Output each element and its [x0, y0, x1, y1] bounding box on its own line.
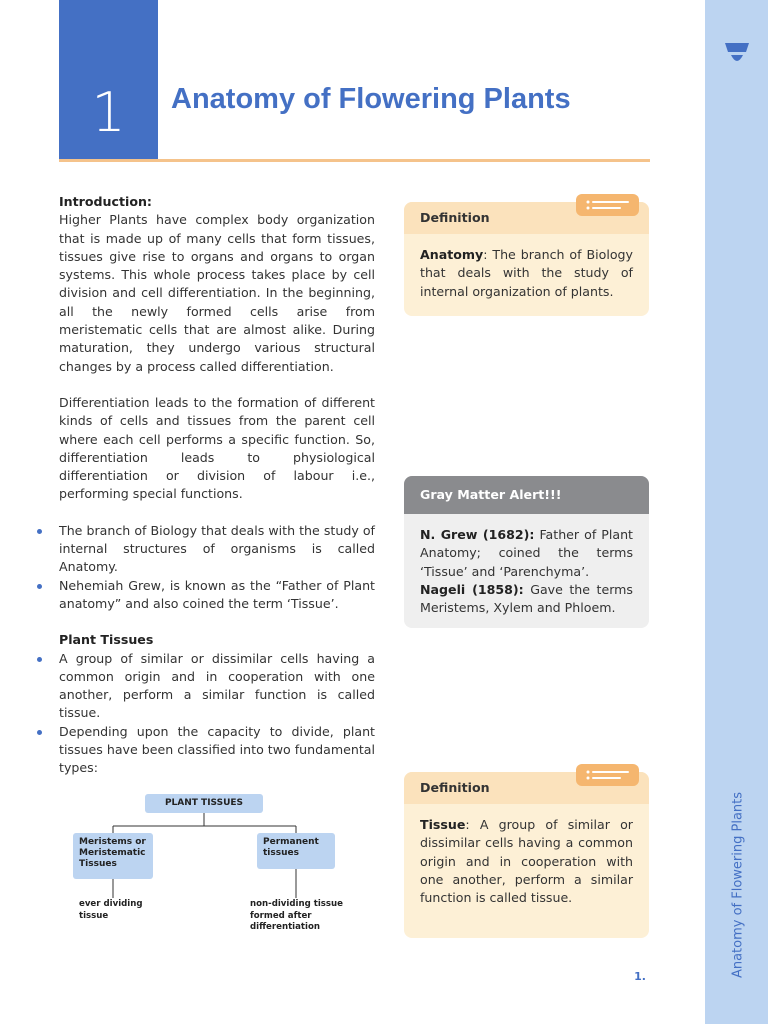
list-item: Nehemiah Grew, is known as the “Father of Plant anatomy” and also coined the term ‘Tissue’. [59, 577, 375, 614]
definition-text: : The branch of Biology that deals with the study of internal organization of plants. [420, 247, 633, 299]
gray-matter-text: Gave the terms Meristems, Xylem and Phloem. [420, 581, 633, 616]
diagram-permanent-leaf: non-dividing tissue formed after differentiation [250, 899, 343, 932]
gray-matter-item [420, 526, 633, 581]
gray-matter-term: N. Grew (1682): [420, 527, 535, 542]
definition-tag-icon [576, 764, 639, 786]
gray-matter-header: Gray Matter Alert!!! [404, 476, 649, 514]
intro-heading: Introduction: [59, 194, 152, 209]
intro-paragraph-2: Differentiation leads to the formation of different kinds of cells and tissues from the parent cell where each cell performs a specific function. So, differentiation leads to physiological differentiation or division of labour i.e., performing special functions. [59, 394, 375, 502]
title-divider [59, 159, 650, 162]
gray-matter-alert-card [404, 476, 649, 628]
list-item: The branch of Biology that deals with the study of internal structures of organisms is called Anatomy. [59, 522, 375, 577]
plant-tissues-heading: Plant Tissues [59, 632, 154, 648]
definition-card-body [404, 804, 649, 921]
diagram-meristem-leaf: ever dividing tissue [79, 899, 143, 921]
definition-term: Anatomy [420, 247, 484, 262]
list-item: Depending upon the capacity to divide, plant tissues have been classified into two fundamental types: [59, 723, 375, 778]
plant-tissues-bullet-list [59, 650, 375, 778]
unacademy-logo-icon [724, 40, 750, 66]
list-item: A group of similar or dissimilar cells having a common origin and in cooperation with one another, perform a similar function is called tissue. [59, 650, 375, 723]
chapter-number-box [59, 0, 158, 160]
definition-text: : A group of similar or dissimilar cells having a common origin and in cooperation with one another, perform a similar function is called tissue. [420, 817, 633, 906]
definition-card-header: Definition [404, 772, 649, 804]
gray-matter-item [420, 581, 633, 618]
diagram-root-node: PLANT TISSUES [145, 794, 263, 813]
definition-tag-icon [576, 194, 639, 216]
gray-matter-body [404, 514, 649, 628]
sidebar-chapter-title: Anatomy of Flowering Plants [730, 791, 746, 979]
gray-matter-term: Nageli (1858): [420, 581, 524, 597]
plant-tissues-diagram [59, 790, 379, 950]
intro-bullet-list [59, 522, 375, 613]
definition-term: Tissue [420, 817, 466, 832]
main-text-column [59, 193, 375, 778]
diagram-permanent-node: Permanent tissues [257, 833, 335, 869]
definition-card-tissue [404, 772, 649, 938]
definition-card-header: Definition [404, 202, 649, 234]
diagram-meristem-node: Meristems or Meristematic Tissues [73, 833, 153, 879]
page-number: 1. [634, 970, 646, 983]
definition-card-anatomy [404, 202, 649, 316]
gray-matter-text: Father of Plant Anatomy; coined the terms ‘Tissue’ and ‘Parenchyma’. [420, 527, 633, 579]
chapter-title: Anatomy of Flowering Plants [171, 83, 571, 115]
definition-card-body [404, 234, 649, 315]
intro-paragraph-1: Higher Plants have complex body organization that is made up of many cells that form tissues, tissues give rise to organs and organs to organ systems. This whole process takes place by cell division and cell differentiation. In the beginning, all the newly formed cells arise from meristematic cells that are almost alike. During maturation, they undergo various structural changes by a process called differentiation. [59, 212, 375, 374]
chapter-number: 1 [91, 81, 126, 144]
